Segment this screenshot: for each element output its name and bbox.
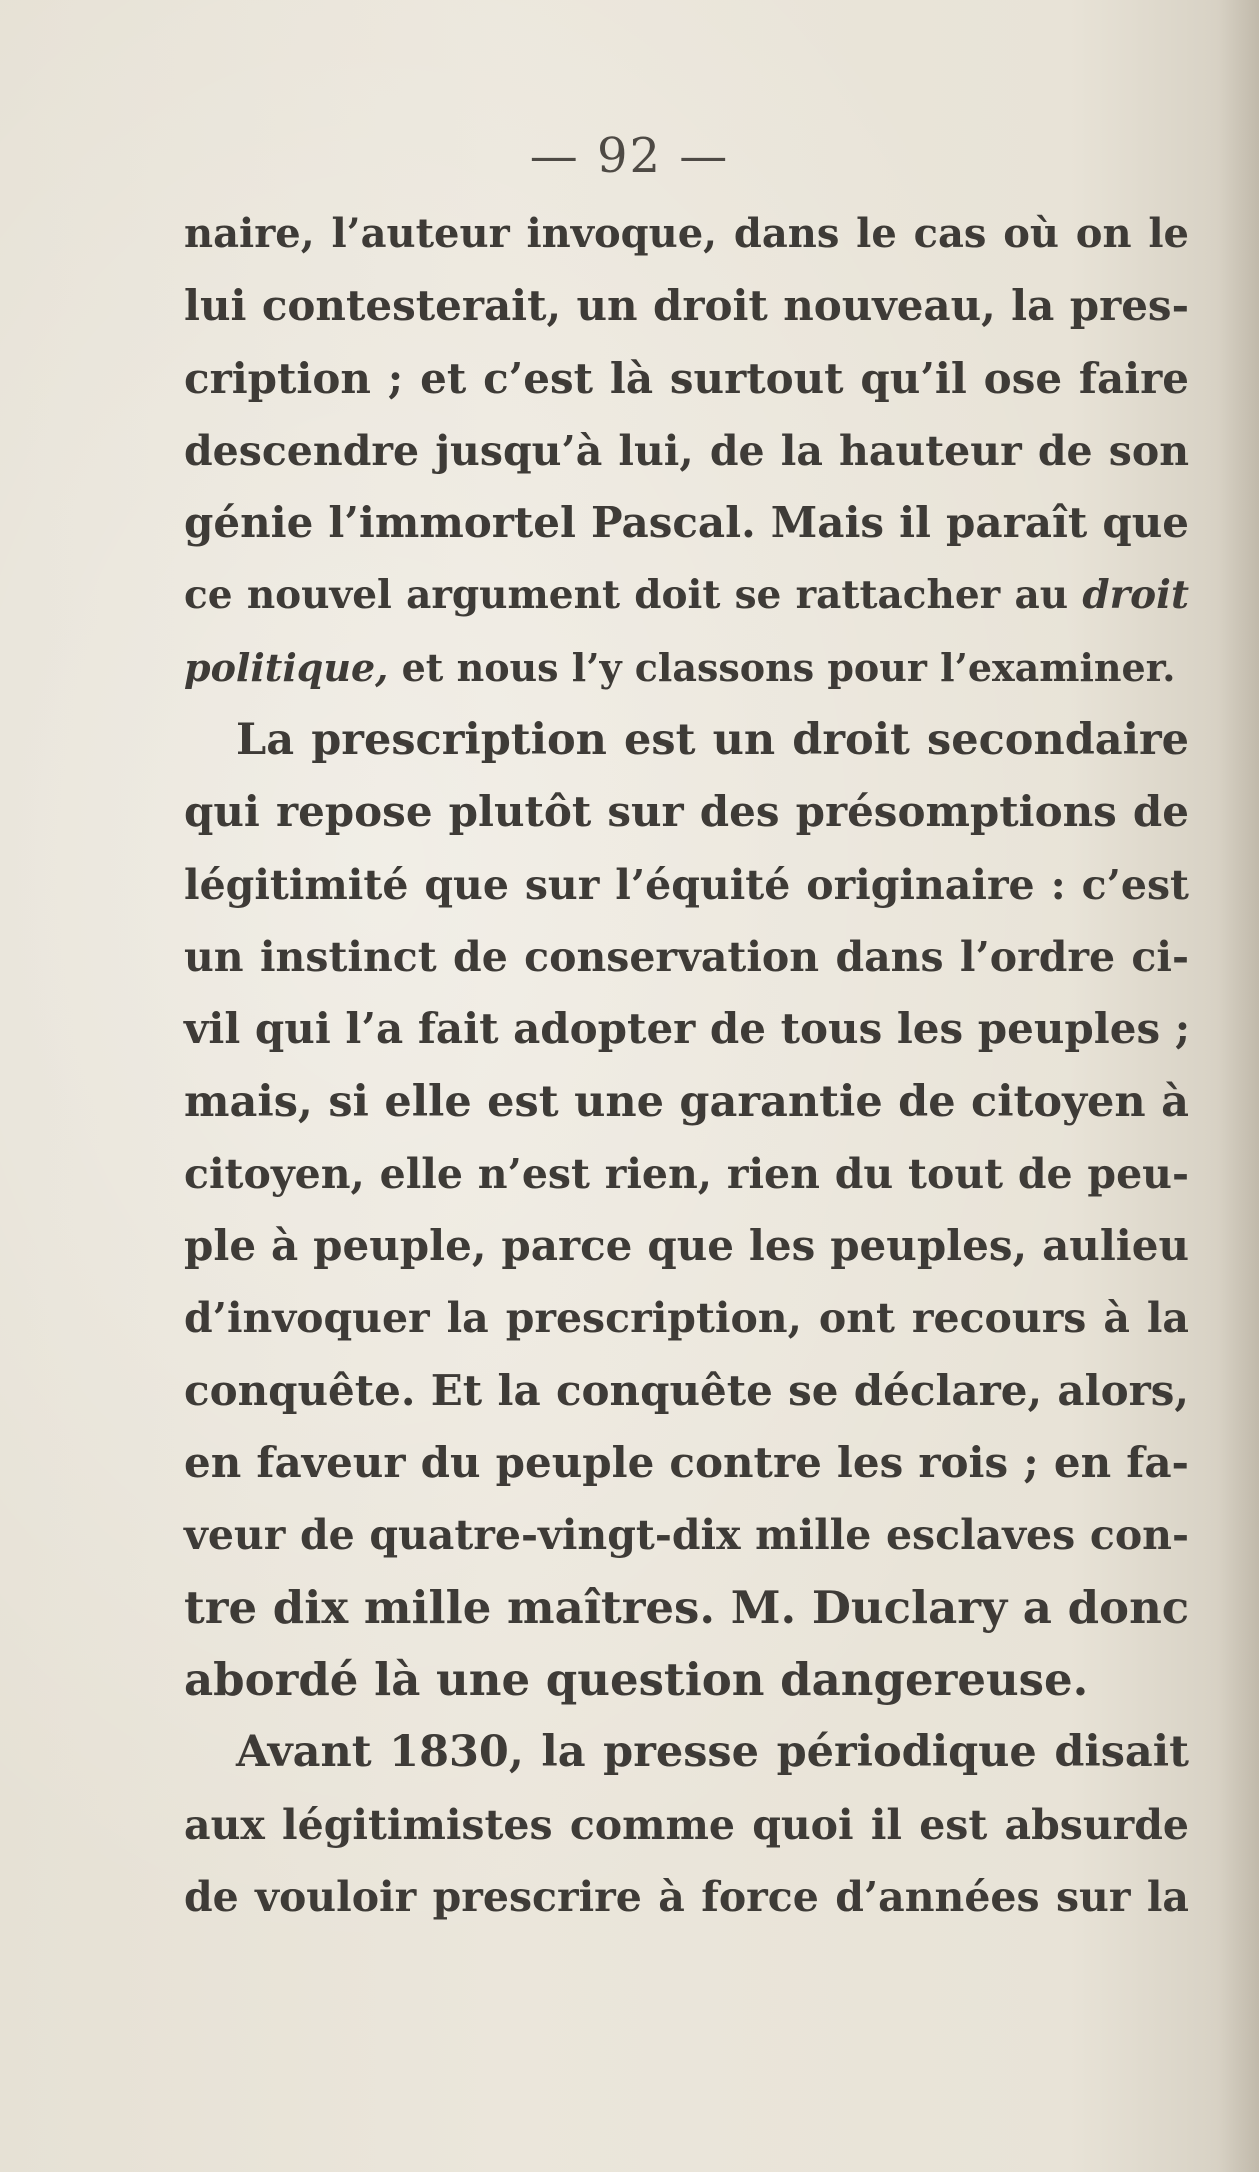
text-line [184,415,1189,487]
text-line [184,1210,1189,1282]
text-segment: abordé là une question dangereuse. [184,1652,1089,1706]
text-line [184,1716,1189,1788]
text-segment: aux légitimistes comme quoi il est absurde [184,1800,1189,1849]
text-line [184,1282,1189,1354]
text-line [184,704,1189,776]
text-segment: veur de quatre-vingt-dix mille esclaves con- [184,1511,1189,1560]
text-line [184,921,1189,993]
text-segment: conquête. Et la conquête se déclare, alors, [184,1365,1189,1415]
text-segment: ple à peuple, parce que les peuples, aulieu [184,1221,1189,1271]
text-line [184,343,1189,415]
text-line [184,993,1189,1065]
text-segment: ce nouvel argument doit se rattacher au [184,572,1083,619]
text-line [184,559,1189,631]
text-segment: d’invoquer la prescription, ont recours à la [184,1294,1189,1343]
text-segment: génie l’immortel Pascal. Mais il paraît que [184,498,1189,548]
text-segment: cription ; et c’est là surtout qu’il ose faire [184,353,1189,403]
text-line [184,1138,1189,1210]
text-segment: naire, l’auteur invoque, dans le cas où on le [184,210,1189,257]
text-line [184,198,1189,270]
text-segment: de vouloir prescrire à force d’années sur la [184,1872,1189,1921]
text-segment: mais, si elle est une garantie de citoyen à [184,1076,1189,1127]
text-segment: descendre jusqu’à lui, de la hauteur de son [184,426,1189,475]
text-segment: citoyen, elle n’est rien, rien du tout de peu- [184,1149,1189,1198]
text-line [184,487,1189,559]
text-line [184,1499,1189,1571]
text-line [184,1427,1189,1499]
text-line [184,1066,1189,1138]
text-line [184,1355,1189,1427]
page-number: — 92 — [529,128,730,184]
text-segment: et nous l’y classons pour l’examiner. [388,644,1176,690]
text-line [184,776,1189,848]
text-line [184,632,1189,704]
text-line [184,1572,1189,1644]
text-line [184,1644,1189,1716]
page-edge-shadow [1219,0,1259,2172]
text-segment: qui repose plutôt sur des présomptions de [184,787,1189,837]
text-line [184,270,1189,342]
text-segment: lui contesterait, un droit nouveau, la pres- [184,281,1189,331]
text-line [184,1789,1189,1861]
italic-text: droit [1082,572,1189,619]
text-segment: Avant 1830, la presse périodique disait [236,1727,1189,1778]
body-text [184,198,1189,1933]
text-segment: vil qui l’a fait adopter de tous les peuples ; [184,1004,1191,1054]
italic-text: politique, [184,644,389,690]
text-segment: légitimité que sur l’équité originaire : c’est [184,860,1189,909]
text-segment: un instinct de conservation dans l’ordre ci- [184,932,1189,981]
text-line [184,1861,1189,1933]
text-segment: La prescription est un droit secondaire [236,715,1189,766]
text-segment: tre dix mille maîtres. M. Duclary a donc [184,1580,1190,1634]
text-line [184,849,1189,921]
text-segment: en faveur du peuple contre les rois ; en fa- [184,1438,1189,1488]
